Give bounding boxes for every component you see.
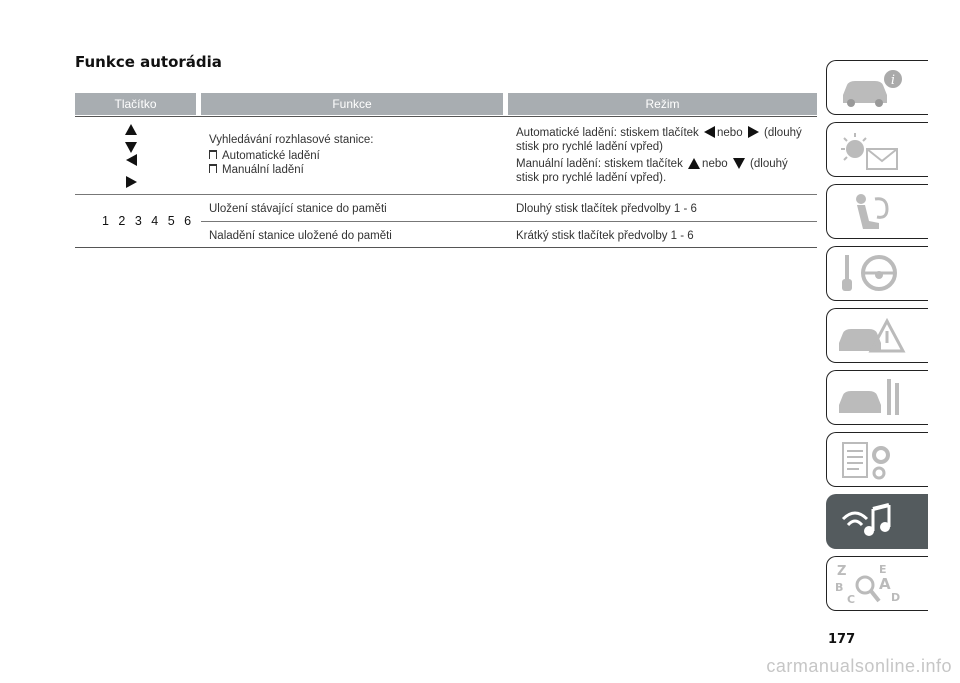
function-recall: Naladění stanice uložené do paměti [209,230,392,242]
music-wifi-icon [835,499,907,545]
svg-text:C: C [847,593,856,606]
header-mode: Režim [508,93,817,115]
row-divider [75,194,817,195]
triangle-up-icon [125,124,137,135]
tab-car-warning[interactable] [826,308,928,363]
alphabet-index-icon [835,561,907,607]
tab-lights-message[interactable] [826,122,928,177]
tab-alphabet-index[interactable] [826,556,928,611]
svg-text:A: A [879,575,891,593]
mode-recall: Krátký stisk tlačítek předvolby 1 - 6 [516,230,694,242]
arrow-buttons [125,124,141,192]
triangle-down-icon [733,158,745,169]
car-tools-icon [835,375,907,421]
tab-car-tools[interactable] [826,370,928,425]
tab-list-gears[interactable] [826,432,928,487]
triangle-right-icon [748,126,759,138]
header-underline [75,116,817,117]
triangle-left-icon [126,154,137,166]
mode-manual-line2: stisk pro rychlé ladění vpřed). [516,172,667,184]
triangle-down-icon [125,142,137,153]
key-steering-wheel-icon [835,251,907,297]
svg-text:E: E [879,563,887,576]
seat-airbag-icon [835,189,907,235]
list-item: Automatické ladění [209,149,374,163]
header-button: Tlačítko [75,93,196,115]
triangle-up-icon [688,158,700,169]
tab-car-info[interactable] [826,60,928,115]
triangle-left-icon [704,126,715,138]
row-divider [201,221,817,222]
bullet-icon [209,165,217,173]
list-item: Manuální ladění [209,163,374,177]
page-title: Funkce autorádia [75,53,222,71]
table-bottom-line [75,247,817,248]
mode-store: Dlouhý stisk tlačítek předvolby 1 - 6 [516,203,697,215]
mode-search [516,126,816,185]
function-search [209,133,374,177]
mode-manual-line1: Manuální ladění: stiskem tlačítek nebo (dlouhý [516,158,788,170]
triangle-right-icon [126,176,137,188]
page-number: 177 [828,632,856,647]
tab-music-wifi[interactable] [826,494,928,549]
svg-text:i: i [890,73,896,88]
lights-message-icon [835,127,907,173]
tab-seat-airbag[interactable] [826,184,928,239]
function-search-heading: Vyhledávání rozhlasové stanice: [209,134,374,146]
function-store: Uložení stávající stanice do paměti [209,203,387,215]
car-info-icon [835,65,907,111]
header-function: Funkce [201,93,503,115]
car-warning-icon [835,313,907,359]
preset-buttons: 1 2 3 4 5 6 [102,214,195,228]
svg-text:Z: Z [837,564,847,579]
mode-auto-line2: stisk pro rychlé ladění vpřed) [516,141,664,153]
table-header [75,93,817,115]
mode-auto-line1: Automatické ladění: stiskem tlačítek nebo (dlouhý [516,127,802,139]
svg-text:B: B [835,581,844,594]
bullet-icon [209,151,217,159]
svg-text:D: D [891,591,901,604]
watermark: carmanualsonline.info [766,656,952,676]
list-gears-icon [835,437,907,483]
tab-key-steering[interactable] [826,246,928,301]
